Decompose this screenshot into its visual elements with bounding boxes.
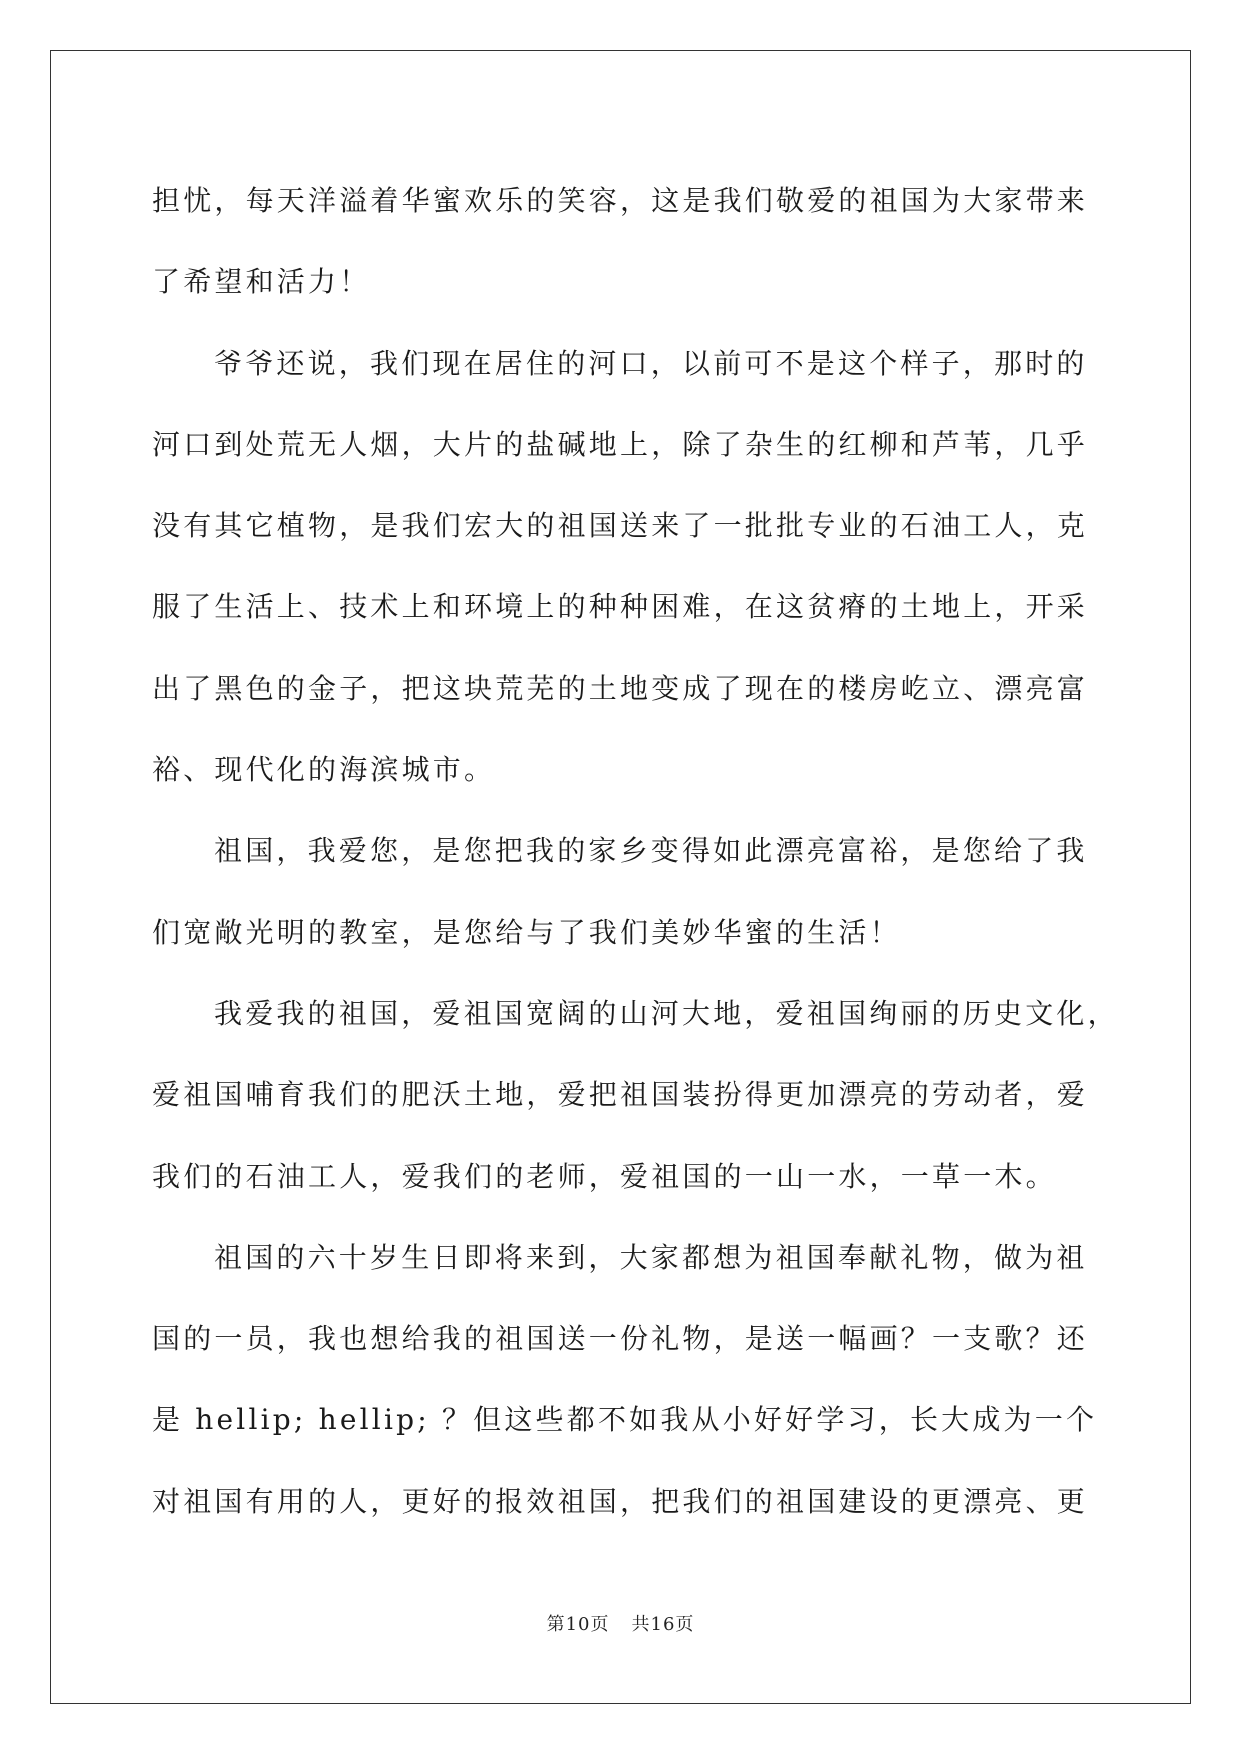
text-line: 了希望和活力！ xyxy=(152,265,371,299)
text-line: 们宽敞光明的教室，是您给与了我们美妙华蜜的生活！ xyxy=(152,915,901,949)
text-line: 裕、现代化的海滨城市。 xyxy=(152,753,496,787)
document-body xyxy=(152,160,1119,1542)
text-line: 我们的石油工人，爱我们的老师，爱祖国的一山一水，一草一木。 xyxy=(152,1159,1057,1193)
text-line: 祖国，我爱您，是您把我的家乡变得如此漂亮富裕，是您给了我 xyxy=(214,834,1088,868)
text-line: 国的一员，我也想给我的祖国送一份礼物，是送一幅画？一支歌？还 xyxy=(152,1322,1089,1356)
text-line: 服了生活上、技术上和环境上的种种困难，在这贫瘠的土地上，开采 xyxy=(152,590,1089,624)
text-line: 爷爷还说，我们现在居住的河口，以前可不是这个样子，那时的 xyxy=(214,346,1088,380)
text-line: 是 hellip; hellip; ？但这些都不如我从小好好学习，长大成为一个 xyxy=(152,1403,1098,1437)
text-line: 爱祖国哺育我们的肥沃土地，爱把祖国装扮得更加漂亮的劳动者，爱 xyxy=(152,1078,1089,1112)
page-number: 第10页 xyxy=(546,1614,610,1635)
text-line: 没有其它植物，是我们宏大的祖国送来了一批批专业的石油工人，克 xyxy=(152,509,1089,543)
page-total: 共16页 xyxy=(631,1614,695,1635)
text-line: 担忧，每天洋溢着华蜜欢乐的笑容，这是我们敬爱的祖国为大家带来 xyxy=(152,184,1089,217)
page-footer xyxy=(0,1610,1241,1636)
text-line: 祖国的六十岁生日即将来到，大家都想为祖国奉献礼物，做为祖 xyxy=(214,1240,1088,1274)
text-line: 河口到处荒无人烟，大片的盐碱地上，除了杂生的红柳和芦苇，几乎 xyxy=(152,427,1089,461)
text-line: 出了黑色的金子，把这块荒芜的土地变成了现在的楼房屹立、漂亮富 xyxy=(152,671,1089,705)
text-line: 对祖国有用的人，更好的报效祖国，把我们的祖国建设的更漂亮、更 xyxy=(152,1484,1089,1518)
text-line: 我爱我的祖国，爱祖国宽阔的山河大地，爱祖国绚丽的历史文化， xyxy=(214,996,1119,1030)
